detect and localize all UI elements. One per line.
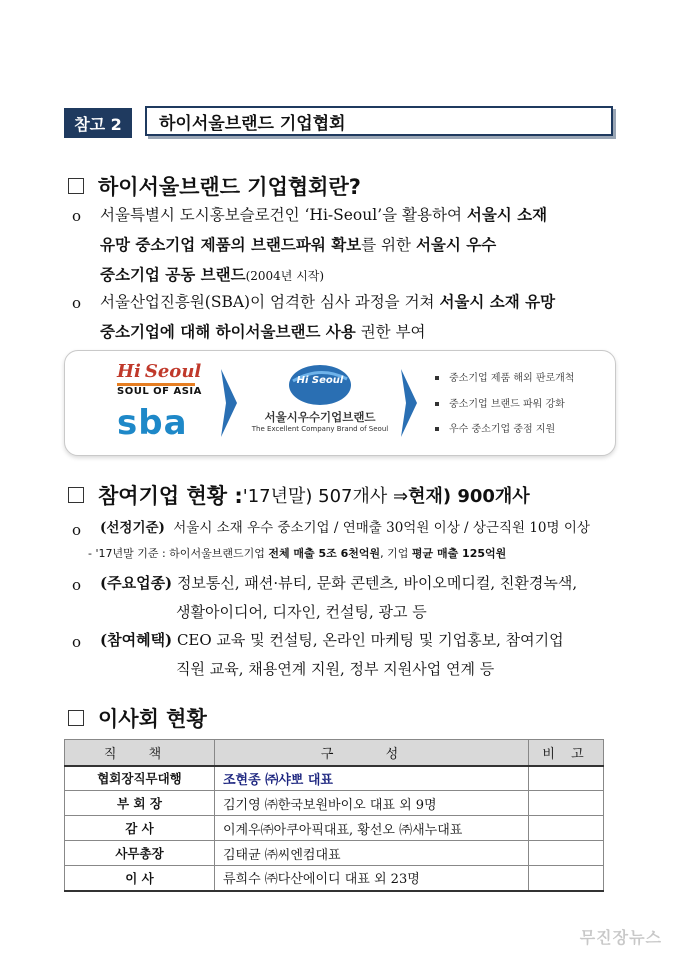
note-cell (529, 866, 604, 891)
feature-item (435, 369, 574, 384)
text-span-bold: 현재) 900개사 (408, 486, 530, 507)
hiseoul-logo (117, 361, 202, 397)
soul-of-asia-text: SOUL OF ASIA (117, 386, 202, 397)
board-table (64, 739, 604, 892)
feature-item (435, 395, 565, 410)
text-span-bold: 서울시 소재 (466, 205, 548, 224)
role-cell: 사무총장 (65, 841, 215, 866)
feature-text: 중소기업 제품 해외 판로개척 (449, 373, 575, 384)
hiseoul-logo-seoul: Seoul (144, 361, 202, 382)
bullet-icon: o (72, 633, 82, 651)
chevron-right-icon (221, 369, 237, 437)
text-span: 를 위한 (361, 236, 416, 254)
section-heading-board-text: 이사회 현황 (98, 707, 207, 731)
text-span-bold: 중소기업에 대해 하이서울브랜드 사용 (100, 322, 356, 341)
reference-tag: 참고 2 (64, 108, 132, 138)
text-span-bold: (참여혜택) (100, 631, 173, 649)
members-cell: 류희수 ㈜다산에이디 대표 외 23명 (215, 866, 529, 891)
note-cell (529, 791, 604, 816)
text-span: , 기업 (380, 547, 412, 560)
role-cell: 이 사 (65, 866, 215, 891)
checkbox-square-icon (68, 487, 84, 503)
members-cell: 김태균 ㈜씨엔컴대표 (215, 841, 529, 866)
brand-subtitle: The Excellent Company Brand of Seoul (251, 425, 389, 433)
text-span-bold: 서울시 소재 유망 (439, 292, 556, 311)
text-span: - '17년말 기준 : 하이서울브랜드기업 (88, 547, 269, 560)
bullet-icon: o (72, 207, 82, 225)
text-span-bold: 유망 중소기업 제품의 브랜드파워 확보 (100, 235, 362, 254)
text-span-bold: (주요업종) (100, 574, 173, 592)
hiseoul-logo-hi: Hi (117, 361, 141, 382)
text-span: '17년말) 507개사 ⇒ (242, 486, 409, 507)
table-row (65, 766, 604, 791)
note-cell (529, 841, 604, 866)
bullet-square-icon (435, 376, 439, 380)
bullet-square-icon (435, 427, 439, 431)
bullet-icon: o (72, 294, 82, 312)
text-span: 권한 부여 (355, 323, 426, 341)
members-cell: 이계우㈜아쿠아픽대표, 황선오 ㈜새누대표 (215, 816, 529, 841)
members-cell: 조현종 ㈜샤뽀 대표 (215, 766, 529, 791)
section-heading-board (68, 703, 207, 733)
text-span-bold: 중소기업 공동 브랜드 (100, 265, 246, 284)
brand-logo-panel (64, 350, 616, 456)
text-line: 생활아이디어, 디자인, 컨설팅, 광고 등 (176, 603, 427, 621)
text-span: 정보통신, 패션·뷰티, 문화 콘텐츠, 바이오메디컬, 친환경녹색, (176, 574, 578, 592)
table-row (65, 866, 604, 891)
section-heading-about (68, 171, 361, 201)
main-industries (100, 569, 620, 627)
brand-name: 서울시우수기업브랜드 (264, 410, 376, 424)
role-cell: 감 사 (65, 816, 215, 841)
text-span: (2004년 시작) (245, 269, 325, 283)
text-span: 서울시 소재 우수 중소기업 / 연매출 30억원 이상 / 상근직원 10명 이상 (173, 520, 590, 536)
section-heading-participants (68, 480, 530, 510)
column-header-note: 비 고 (529, 740, 604, 766)
participation-benefits (100, 626, 620, 684)
checkbox-square-icon (68, 710, 84, 726)
text-span-bold: 참여기업 현황 : (98, 484, 243, 508)
badge-text: Hi Seoul (296, 375, 344, 386)
sales-note (88, 545, 506, 561)
table-row (65, 791, 604, 816)
note-cell (529, 766, 604, 791)
bullet-square-icon (435, 402, 439, 406)
about-paragraph-1 (100, 200, 620, 291)
selection-criteria (100, 516, 590, 536)
text-line: 직원 교육, 채용연계 지원, 정부 지원사업 연계 등 (176, 660, 495, 678)
role-cell: 부 회 장 (65, 791, 215, 816)
checkbox-square-icon (68, 178, 84, 194)
column-header-members: 구 성 (215, 740, 529, 766)
bullet-icon: o (72, 521, 82, 539)
role-cell: 협회장직무대행 (65, 766, 215, 791)
document-title-text: 하이서울브랜드 기업협회 (159, 113, 346, 134)
feature-item (435, 420, 555, 435)
document-title (145, 106, 613, 136)
text-span: 서울산업진흥원(SBA)이 엄격한 심사 과정을 거쳐 (100, 293, 440, 311)
text-span-bold: 서울시 우수 (415, 235, 497, 254)
bullet-icon: o (72, 576, 82, 594)
watermark: 무진장뉴스 (579, 928, 662, 947)
section-heading-about-text: 하이서울브랜드 기업협회란? (98, 175, 361, 199)
table-row (65, 841, 604, 866)
note-cell (529, 816, 604, 841)
sba-logo: sba (117, 403, 188, 443)
text-span: 서울특별시 도시홍보슬로건인 ‘Hi-Seoul’을 활용하여 (100, 206, 467, 224)
text-span-bold: 전체 매출 5조 6천억원 (268, 547, 381, 560)
feature-text: 중소기업 브랜드 파워 강화 (449, 399, 565, 410)
column-header-role: 직 책 (65, 740, 215, 766)
text-span-bold: 평균 매출 125억원 (411, 547, 507, 560)
table-row (65, 816, 604, 841)
text-span-bold: (선정기준) (100, 520, 165, 536)
chevron-right-icon (401, 369, 417, 437)
feature-text: 우수 중소기업 중점 지원 (449, 424, 556, 435)
table-header-row (65, 740, 604, 766)
members-cell: 김기영 ㈜한국보원바이오 대표 외 9명 (215, 791, 529, 816)
text-span: CEO 교육 및 컨설팅, 온라인 마케팅 및 기업홍보, 참여기업 (176, 631, 564, 649)
about-paragraph-2 (100, 287, 620, 347)
